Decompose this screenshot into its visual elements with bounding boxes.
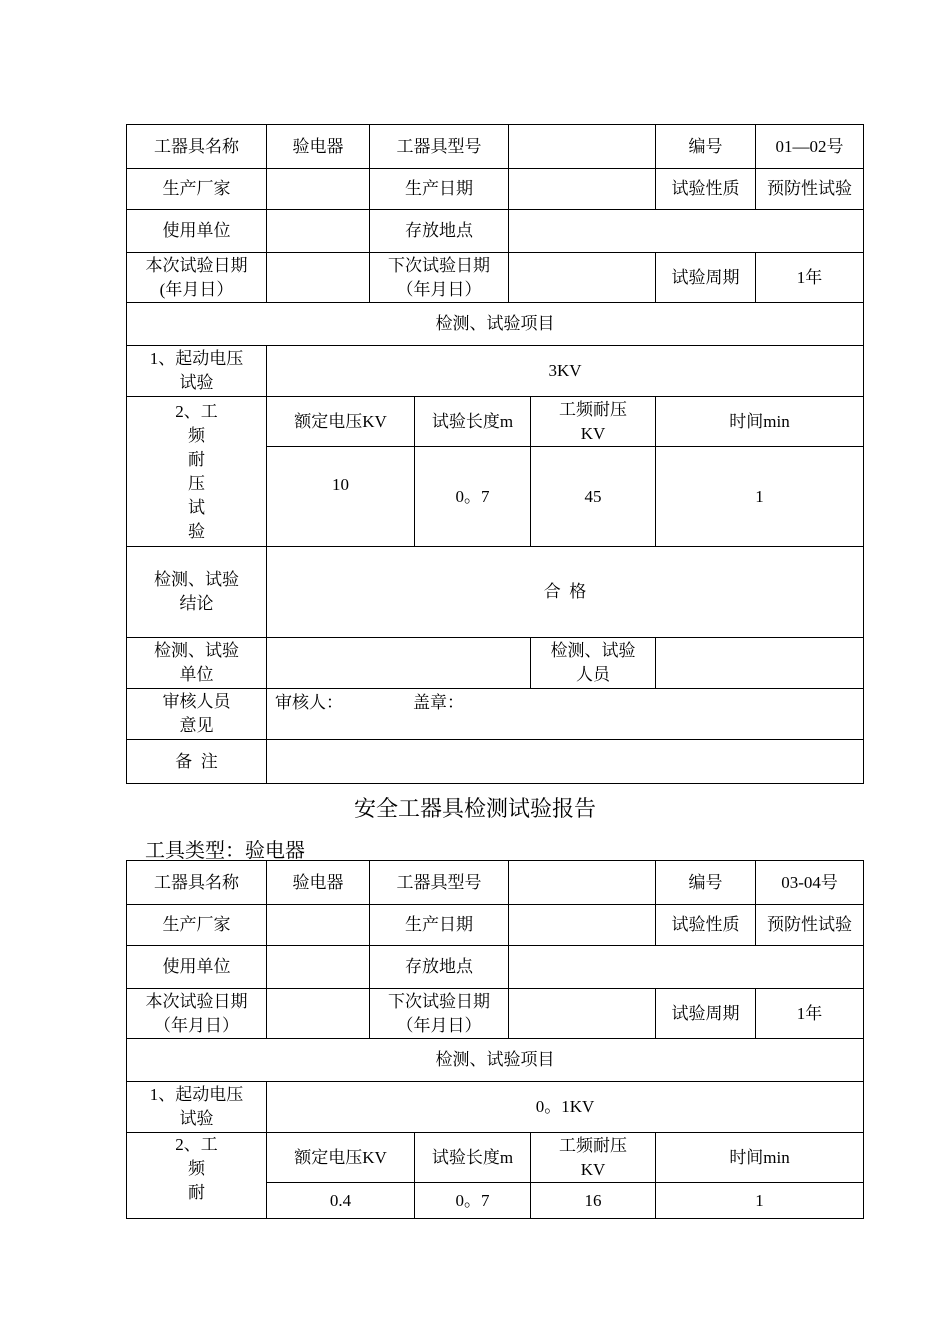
conclusion-label xyxy=(127,547,267,638)
this-test-date-label-line1: 本次试验日期 xyxy=(145,991,248,1011)
remark-label: 备 注 xyxy=(127,740,267,784)
next-test-date-value xyxy=(509,253,656,303)
storage-location-value xyxy=(509,210,864,253)
test-report-table-2 xyxy=(126,860,864,1219)
test-length-header: 试验长度m xyxy=(415,397,531,447)
test-items-header: 检测、试验项目 xyxy=(127,1039,864,1082)
pf-label-line: 频 xyxy=(188,425,205,445)
start-voltage-value: 3KV xyxy=(267,346,864,397)
user-unit-value xyxy=(267,946,370,989)
next-test-date-label-line1: 下次试验日期 xyxy=(388,255,490,275)
start-voltage-label-line2: 试验 xyxy=(179,373,214,392)
duration-header: 时间min xyxy=(656,1133,864,1183)
pf-label-line: 频 xyxy=(188,1159,205,1178)
test-cycle-label: 试验周期 xyxy=(656,253,756,303)
conclusion-label-line1: 检测、试验 xyxy=(154,570,239,589)
testing-unit-value xyxy=(267,638,531,689)
start-voltage-label xyxy=(127,1082,267,1133)
tool-type-line: 工具类型：验电器 xyxy=(145,840,305,862)
reviewer-opinion-label xyxy=(127,689,267,740)
test-nature-value: 预防性试验 xyxy=(756,169,864,210)
test-cycle-label: 试验周期 xyxy=(656,989,756,1039)
next-test-date-label xyxy=(370,989,509,1039)
test-length-value: 0。7 xyxy=(415,1183,531,1219)
maker-label: 生产厂家 xyxy=(127,169,267,210)
tester-value xyxy=(656,638,864,689)
model-label: 工器具型号 xyxy=(370,125,509,169)
tool-name-label: 工器具名称 xyxy=(127,861,267,905)
withstand-header-line1: 工频耐压 xyxy=(559,399,628,419)
pf-label-line: 试 xyxy=(188,497,205,517)
withstand-header-line2: KV xyxy=(580,423,606,443)
maker-label: 生产厂家 xyxy=(127,905,267,946)
tool-name-label: 工器具名称 xyxy=(127,125,267,169)
test-nature-value: 预防性试验 xyxy=(756,905,864,946)
pf-label-line: 2、工 xyxy=(175,1135,218,1154)
pf-label-line: 压 xyxy=(188,473,205,493)
number-label: 编号 xyxy=(656,125,756,169)
testing-unit-label-line1: 检测、试验 xyxy=(154,641,239,660)
reviewer-sign-label: 审核人： xyxy=(275,693,343,712)
maker-value xyxy=(267,905,370,946)
test-length-value: 0。7 xyxy=(415,447,531,547)
power-frequency-test-label xyxy=(127,1133,267,1219)
rated-voltage-header: 额定电压KV xyxy=(267,1133,415,1183)
duration-value: 1 xyxy=(656,1183,864,1219)
test-report-table-1 xyxy=(126,124,864,784)
this-test-date-label xyxy=(127,253,267,303)
next-test-date-label xyxy=(370,253,509,303)
user-unit-label: 使用单位 xyxy=(127,210,267,253)
storage-location-label: 存放地点 xyxy=(370,210,509,253)
testing-unit-label xyxy=(127,638,267,689)
tool-name-value: 验电器 xyxy=(267,125,370,169)
tester-label-line1: 检测、试验 xyxy=(550,641,636,660)
maker-value xyxy=(267,169,370,210)
next-test-date-label-line1: 下次试验日期 xyxy=(388,991,490,1011)
reviewer-opinion-value xyxy=(267,689,864,740)
this-test-date-label-line1: 本次试验日期 xyxy=(145,255,248,275)
rated-voltage-value: 10 xyxy=(267,447,415,547)
conclusion-label-line2: 结论 xyxy=(179,594,214,613)
production-date-value xyxy=(509,169,656,210)
next-test-date-label-line2: （年月日） xyxy=(396,279,482,299)
start-voltage-value: 0。1KV xyxy=(267,1082,864,1133)
next-test-date-value xyxy=(509,989,656,1039)
test-cycle-value: 1年 xyxy=(756,253,864,303)
start-voltage-label-line1: 1、起动电压 xyxy=(149,1085,244,1104)
user-unit-label: 使用单位 xyxy=(127,946,267,989)
withstand-voltage-header xyxy=(531,1133,656,1183)
test-length-header: 试验长度m xyxy=(415,1133,531,1183)
testing-unit-label-line2: 单位 xyxy=(179,665,214,684)
duration-value: 1 xyxy=(656,447,864,547)
pf-label-line: 2、工 xyxy=(175,401,218,421)
number-value: 01—02号 xyxy=(756,125,864,169)
tester-label-line2: 人员 xyxy=(576,665,611,684)
next-test-date-label-line2: （年月日） xyxy=(396,1015,482,1035)
conclusion-value: 合 格 xyxy=(267,547,864,638)
document-title: 安全工器具检测试验报告 xyxy=(353,797,596,822)
tester-label xyxy=(531,638,656,689)
test-nature-label: 试验性质 xyxy=(656,905,756,946)
reviewer-label-line2: 意见 xyxy=(179,716,214,735)
tool-name-value: 验电器 xyxy=(267,861,370,905)
test-nature-label: 试验性质 xyxy=(656,169,756,210)
test-cycle-value: 1年 xyxy=(756,989,864,1039)
storage-location-label: 存放地点 xyxy=(370,946,509,989)
rated-voltage-header: 额定电压KV xyxy=(267,397,415,447)
user-unit-value xyxy=(267,210,370,253)
this-test-date-label-line2: (年月日） xyxy=(159,279,234,299)
start-voltage-label xyxy=(127,346,267,397)
withstand-voltage-value: 45 xyxy=(531,447,656,547)
pf-label-line: 验 xyxy=(188,521,205,541)
reviewer-label-line1: 审核人员 xyxy=(162,692,231,711)
production-date-label: 生产日期 xyxy=(370,169,509,210)
duration-header: 时间min xyxy=(656,397,864,447)
rated-voltage-value: 0.4 xyxy=(267,1183,415,1219)
production-date-label: 生产日期 xyxy=(370,905,509,946)
pf-label-line: 耐 xyxy=(188,1183,205,1202)
remark-value xyxy=(267,740,864,784)
start-voltage-label-line2: 试验 xyxy=(179,1109,214,1128)
number-label: 编号 xyxy=(656,861,756,905)
this-test-date-label xyxy=(127,989,267,1039)
seal-label: 盖章： xyxy=(413,693,464,712)
this-test-date-value xyxy=(267,253,370,303)
power-frequency-test-label xyxy=(127,397,267,547)
withstand-voltage-value: 16 xyxy=(531,1183,656,1219)
withstand-header-line2: KV xyxy=(580,1159,606,1179)
this-test-date-label-line2: （年月日） xyxy=(154,1015,239,1035)
model-value xyxy=(509,861,656,905)
model-value xyxy=(509,125,656,169)
production-date-value xyxy=(509,905,656,946)
storage-location-value xyxy=(509,946,864,989)
start-voltage-label-line1: 1、起动电压 xyxy=(149,349,244,368)
test-items-header: 检测、试验项目 xyxy=(127,303,864,346)
model-label: 工器具型号 xyxy=(370,861,509,905)
withstand-voltage-header xyxy=(531,397,656,447)
withstand-header-line1: 工频耐压 xyxy=(559,1135,628,1155)
number-value: 03-04号 xyxy=(756,861,864,905)
this-test-date-value xyxy=(267,989,370,1039)
pf-label-line: 耐 xyxy=(188,449,205,469)
